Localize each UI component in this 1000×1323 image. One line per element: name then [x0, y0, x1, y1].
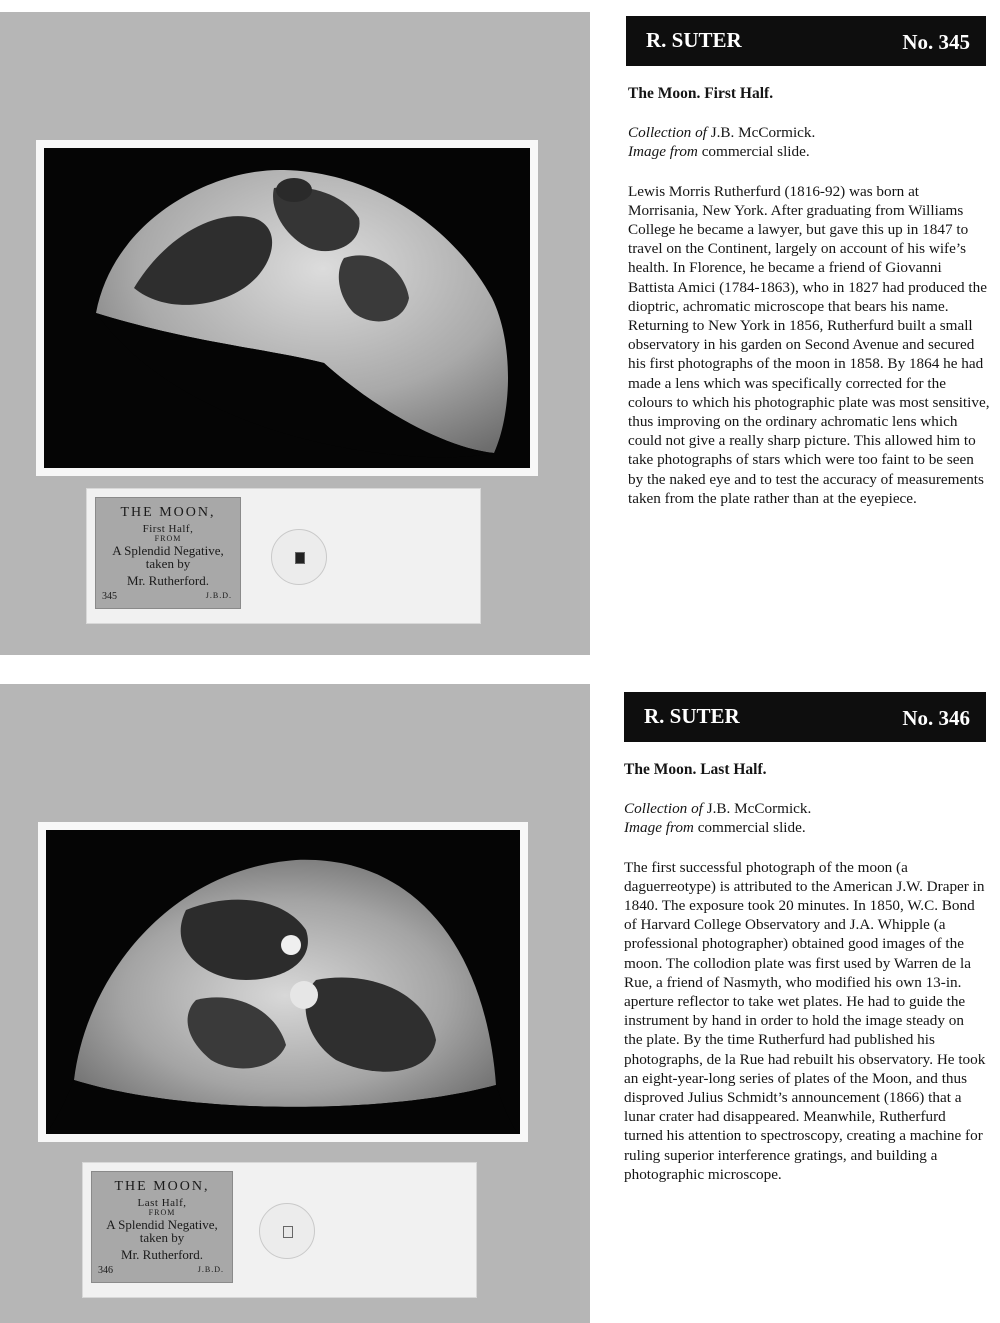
moon-last-half-photo — [46, 830, 520, 1134]
collection-credit — [628, 123, 990, 142]
entry-title: The Moon. Last Half. — [624, 761, 767, 778]
slide-moon-thumbnail — [283, 1226, 293, 1238]
plate-panel-345 — [0, 12, 590, 655]
slide-label-line: taken by — [139, 1230, 185, 1246]
slide-label-line: A Splendid Negative, — [112, 542, 224, 558]
slide-moon-thumbnail — [295, 552, 305, 564]
slide-initials: J.B.D. — [197, 1264, 224, 1274]
lantern-slide — [82, 1162, 477, 1298]
image-credit — [628, 142, 990, 161]
moon-photo-frame — [38, 822, 528, 1142]
entry-body: The first successful photograph of the moon (a daguerreotype) is attributed to the American J.W. Draper in 1840. The exposure took 20 minutes. In 1850, W.C. Bond of Harvard College Observatory and J.A. Whipple (a professional photographer) obtained good images of the moon. The collodion plate was first used by Warren de la Rue, a friend of Nasmyth, who modified his own 13-in. aperture reflector to take wet plates. He had to guide the instrument by hand in order to hold the image steady on the plate. By the time Rutherfurd had published his photographs, de la Rue had rebuilt his observatory. He took an eight-year-long series of plates of the Moon, and thus disproved Julius Schmidt’s announcement (1866) that a lunar crater had disappeared. Meanwhile, Rutherfurd turned his attention to spectroscopy, creating a machine for ruling superior interference gratings, and building a photographic microscope. — [624, 858, 986, 1183]
moon-photo-frame — [36, 140, 538, 476]
slide-label-line: THE MOON, — [120, 505, 216, 520]
slide-label-footer — [98, 1266, 224, 1277]
slide-aperture — [259, 1203, 315, 1259]
entry-title: The Moon. First Half. — [628, 85, 774, 102]
slide-label-line: Mr. Rutherford. — [121, 1246, 203, 1262]
slide-label-line: THE MOON, — [114, 1179, 210, 1194]
collection-value: J.B. McCormick. — [706, 800, 812, 818]
image-credit — [624, 818, 986, 837]
image-value: commercial slide. — [697, 819, 806, 837]
entry-number: No. 346 — [902, 706, 970, 730]
slide-label-line: FROM — [154, 534, 182, 544]
collection-prefix: Collection of — [628, 124, 707, 142]
entry-credits — [628, 123, 990, 161]
author-name: R. SUTER — [644, 704, 740, 728]
slide-label — [95, 497, 241, 609]
slide-label-footer — [102, 592, 232, 603]
slide-aperture — [271, 529, 327, 585]
slide-label-line: Last Half, — [137, 1196, 187, 1209]
entry-banner — [626, 16, 986, 66]
slide-number: 346 — [98, 1264, 113, 1276]
author-name: R. SUTER — [646, 28, 742, 52]
lantern-slide — [86, 488, 481, 624]
entry-credits — [624, 799, 986, 837]
slide-label-line: A Splendid Negative, — [106, 1216, 218, 1232]
collection-credit — [624, 799, 986, 818]
image-prefix: Image from — [624, 819, 694, 837]
slide-number: 345 — [102, 590, 117, 602]
collection-value: J.B. McCormick. — [710, 124, 816, 142]
plate-panel-346 — [0, 684, 590, 1323]
slide-label-line: taken by — [145, 556, 191, 572]
entry-text-346 — [624, 760, 986, 1184]
entry-body: Lewis Morris Rutherfurd (1816-92) was born at Morrisania, New York. After graduating from Williams College he became a lawyer, but gave this up in 1847 to travel on the Continent, largely on account of his wife’s health. In Florence, he became a friend of Giovanni Battista Amici (1784-1863), who in 1827 had produced the dioptric, achromatic microscope that bears his name. Returning to New York in 1856, Rutherfurd built a small observatory in his garden on Second Avenue and secured his first photographs of the moon in 1858. By 1864 he had made a lens which was specifically corrected for the colours to which his photographic plate was most sensitive, thus improving on the ordinary achromatic lens which could not give a really sharp picture. This allowed him to take photographs of stars which were too faint to be seen by the naked eye and to test the accuracy of measurements taken from the plate rather than at the eyepiece. — [628, 182, 990, 507]
entry-text-345 — [628, 84, 990, 508]
image-value: commercial slide. — [701, 143, 810, 161]
slide-initials: J.B.D. — [205, 590, 232, 600]
entry-number: No. 345 — [902, 30, 970, 54]
slide-label — [91, 1171, 233, 1283]
moon-first-half-photo — [44, 148, 530, 468]
slide-label-line: FROM — [148, 1208, 176, 1218]
image-prefix: Image from — [628, 143, 698, 161]
slide-label-line: Mr. Rutherford. — [127, 572, 209, 588]
slide-label-line: First Half, — [142, 522, 194, 535]
entry-banner — [624, 692, 986, 742]
collection-prefix: Collection of — [624, 800, 703, 818]
